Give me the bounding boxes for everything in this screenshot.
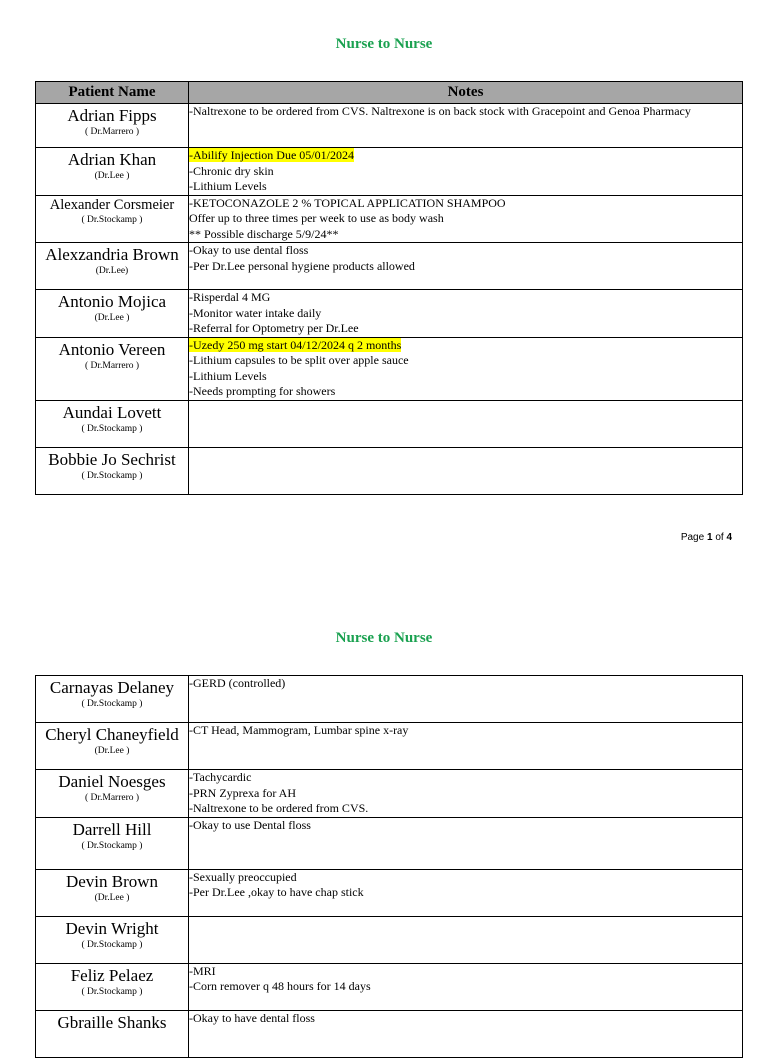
notes-cell: [189, 447, 743, 494]
note-text: -Lithium Levels: [189, 368, 267, 383]
note-text: -Lithium Levels: [189, 179, 267, 193]
patient-name: Antonio Mojica: [57, 292, 167, 311]
patient-cell: [36, 400, 189, 447]
note-text: -PRN Zyprexa for AH: [189, 785, 296, 800]
attending-doctor: (Dr.Lee ): [94, 313, 130, 323]
note-line: [189, 306, 742, 322]
patient-cell: [36, 243, 189, 290]
table-row: [36, 148, 743, 196]
patient-cell: [36, 337, 189, 400]
patient-name: Bobbie Jo Sechrist: [48, 449, 176, 469]
attending-doctor: ( Dr.Stockamp ): [81, 423, 143, 434]
notes-cell: [189, 770, 743, 818]
patient-cell: [36, 104, 189, 148]
note-text: -Monitor water intake daily: [189, 305, 322, 320]
notes-cell: [189, 916, 743, 963]
table-row: [36, 676, 743, 723]
patient-cell: [36, 447, 189, 494]
patient-name: Daniel Noesges: [58, 772, 166, 791]
attending-doctor: ( Dr.Stockamp ): [81, 470, 143, 481]
note-line: [189, 259, 742, 275]
notes-header: Notes: [189, 82, 743, 104]
note-text: -Corn remover q 48 hours for 14 days: [189, 979, 371, 993]
note-line: [189, 964, 742, 980]
patient-cell: [36, 869, 189, 916]
note-line: [189, 979, 742, 995]
patient-notes-table: [35, 81, 743, 495]
note-text: -Risperdal 4 MG: [189, 290, 271, 304]
note-line: [189, 148, 742, 164]
patient-name: Carnayas Delaney: [49, 678, 175, 697]
patient-name: Adrian Fipps: [67, 106, 157, 125]
attending-doctor: ( Dr.Marrero ): [84, 360, 140, 371]
page-title: Nurse to Nurse: [335, 36, 433, 52]
note-text: -Lithium capsules to be split over apple sauce: [189, 353, 409, 367]
table-row: [36, 447, 743, 494]
note-text: -Chronic dry skin: [189, 163, 274, 178]
note-line: [189, 818, 742, 834]
patient-name: Adrian Khan: [67, 150, 157, 169]
note-text: ** Possible discharge 5/9/24**: [189, 226, 339, 241]
patient-name: Alexander Corsmeier: [49, 196, 175, 213]
note-text: -Okay to use Dental floss: [189, 817, 311, 832]
note-text: -Okay to use dental floss: [189, 243, 309, 257]
note-text: -Okay to have dental floss: [189, 1010, 315, 1025]
patient-cell: [36, 723, 189, 770]
table-row: [36, 1010, 743, 1057]
attending-doctor: ( Dr.Stockamp ): [81, 214, 143, 225]
patient-cell: [36, 916, 189, 963]
patient-name: Alexzandria Brown: [45, 245, 179, 264]
page-number: [681, 532, 732, 543]
table-row: [36, 770, 743, 818]
table-row: [36, 337, 743, 400]
note-line: [189, 885, 742, 901]
table-row: [36, 723, 743, 770]
note-line: [189, 179, 742, 195]
note-line: [189, 353, 742, 369]
note-line: [189, 104, 742, 120]
patient-cell: [36, 963, 189, 1010]
attending-doctor: (Dr.Lee ): [94, 892, 130, 903]
note-line: [189, 211, 742, 227]
note-text: -Naltrexone to be ordered from CVS.: [189, 801, 369, 815]
patient-name: Aundai Lovett: [62, 402, 162, 422]
notes-cell: [189, 290, 743, 338]
total-pages: 4: [726, 532, 732, 543]
attending-doctor: ( Dr.Stockamp ): [81, 939, 143, 950]
notes-cell: [189, 400, 743, 447]
patient-name-header: Patient Name: [36, 82, 189, 104]
note-line: [189, 338, 742, 354]
patient-notes-table: [35, 675, 743, 1058]
highlighted-note-text: -Uzedy 250 mg start 04/12/2024 q 2 months: [189, 337, 402, 352]
notes-cell: [189, 337, 743, 400]
patient-name: Darrell Hill: [72, 819, 152, 839]
note-line: [189, 164, 742, 180]
table-row: [36, 869, 743, 916]
note-line: [189, 369, 742, 385]
patient-cell: [36, 290, 189, 338]
attending-doctor: (Dr.Lee ): [94, 171, 130, 181]
table-row: [36, 195, 743, 243]
note-text: -GERD (controlled): [189, 676, 286, 690]
attending-doctor: (Dr.Lee ): [94, 746, 130, 756]
patient-cell: [36, 148, 189, 196]
note-line: [189, 870, 742, 886]
patient-cell: [36, 676, 189, 723]
note-line: [189, 243, 742, 259]
note-line: [189, 196, 742, 212]
note-line: [189, 786, 742, 802]
notes-cell: [189, 104, 743, 148]
patient-name: Antonio Vereen: [58, 339, 166, 359]
note-line: [189, 384, 742, 400]
patient-cell: [36, 1010, 189, 1057]
table-row: [36, 104, 743, 148]
attending-doctor: ( Dr.Marrero ): [84, 127, 140, 137]
note-line: [189, 801, 742, 817]
note-text: -MRI: [189, 963, 216, 978]
note-line: [189, 321, 742, 337]
attending-doctor: ( Dr.Stockamp ): [81, 986, 143, 997]
table-row: [36, 400, 743, 447]
patient-cell: [36, 770, 189, 818]
note-line: [189, 676, 742, 692]
note-text: -Per Dr.Lee ,okay to have chap stick: [189, 885, 364, 899]
note-text: -CT Head, Mammogram, Lumbar spine x-ray: [189, 723, 409, 737]
table-header-row: [36, 82, 743, 104]
patient-name: Devin Wright: [65, 918, 159, 938]
note-text: -Per Dr.Lee personal hygiene products allowed: [189, 258, 415, 273]
attending-doctor: ( Dr.Stockamp ): [81, 840, 143, 851]
notes-cell: [189, 723, 743, 770]
notes-cell: [189, 1010, 743, 1057]
attending-doctor: (Dr.Lee): [95, 266, 129, 276]
note-text: -Referral for Optometry per Dr.Lee: [189, 321, 359, 335]
note-line: [189, 723, 742, 739]
attending-doctor: ( Dr.Stockamp ): [81, 699, 143, 709]
page-title: Nurse to Nurse: [335, 630, 433, 646]
table-body: [36, 676, 743, 1058]
table-row: [36, 243, 743, 290]
notes-cell: [189, 243, 743, 290]
patient-cell: [36, 195, 189, 243]
note-text: -Tachycardic: [189, 770, 252, 784]
notes-cell: [189, 148, 743, 196]
notes-cell: [189, 963, 743, 1010]
note-text: -Needs prompting for showers: [189, 384, 336, 398]
patient-name: Gbraille Shanks: [57, 1012, 167, 1032]
table-row: [36, 290, 743, 338]
highlighted-note-text: -Abilify Injection Due 05/01/2024: [189, 148, 354, 162]
note-line: [189, 290, 742, 306]
table-row: [36, 916, 743, 963]
patient-name: Feliz Pelaez: [70, 965, 154, 985]
note-text: -Naltrexone to be ordered from CVS. Naltrexone is on back stock with Gracepoint and Genoa Pharmacy: [189, 104, 691, 118]
notes-cell: [189, 676, 743, 723]
page-of: of: [715, 532, 724, 543]
table-body: [36, 104, 743, 495]
notes-cell: [189, 817, 743, 869]
note-text: Offer up to three times per week to use as body wash: [189, 211, 444, 225]
note-line: [189, 227, 742, 243]
page-label: Page: [680, 532, 705, 543]
patient-cell: [36, 817, 189, 869]
patient-name: Cheryl Chaneyfield: [45, 725, 179, 744]
table-row: [36, 963, 743, 1010]
note-line: [189, 770, 742, 786]
note-text: -Sexually preoccupied: [189, 869, 297, 884]
notes-cell: [189, 195, 743, 243]
table-row: [36, 817, 743, 869]
notes-cell: [189, 869, 743, 916]
current-page: 1: [706, 532, 713, 543]
attending-doctor: ( Dr.Marrero ): [84, 793, 140, 803]
patient-name: Devin Brown: [65, 871, 159, 891]
note-text: -KETOCONAZOLE 2 % TOPICAL APPLICATION SHAMPOO: [189, 195, 506, 210]
